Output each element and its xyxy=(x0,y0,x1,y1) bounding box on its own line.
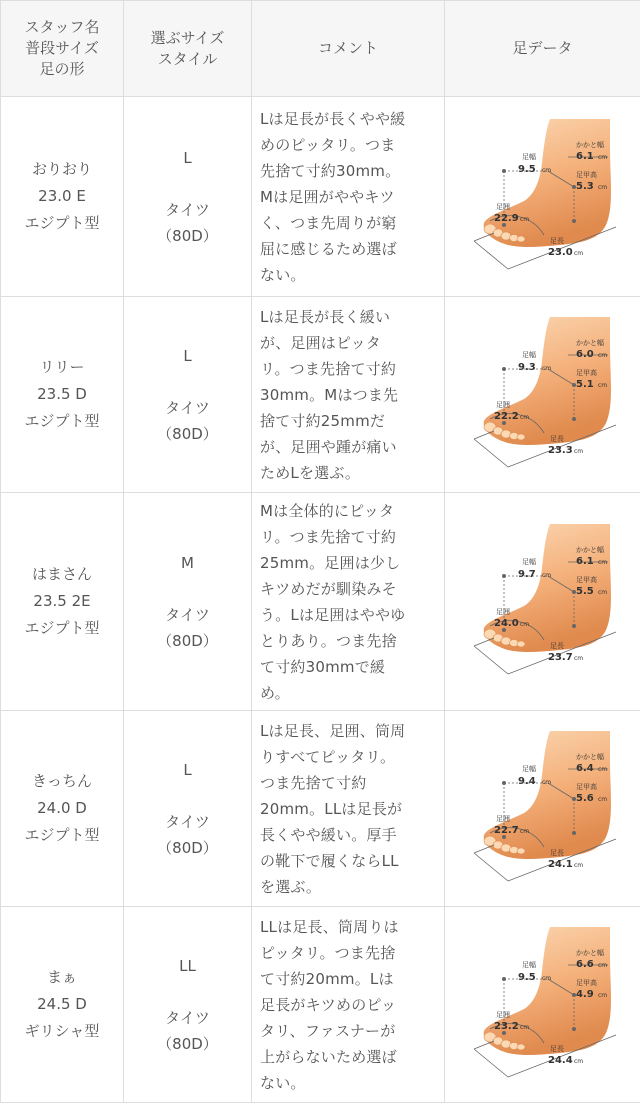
comment-line: リ。つま先捨て寸約 xyxy=(260,524,436,550)
unit-label: cm xyxy=(542,572,551,579)
width-value: 9.5 xyxy=(518,164,536,175)
length-value: 23.0 xyxy=(548,247,573,258)
measure-line xyxy=(474,431,494,439)
unit-label: cm xyxy=(574,655,583,662)
width-value: 9.7 xyxy=(518,569,536,580)
comment-line: めのピッタリ。つま xyxy=(260,132,436,158)
chosen-size: LL xyxy=(124,953,251,979)
header-comment: コメント xyxy=(252,1,445,97)
usual-size: 24.0 D xyxy=(1,795,123,822)
measure-dot xyxy=(572,624,576,628)
unit-label: cm xyxy=(520,216,529,223)
foot-shape: エジプト型 xyxy=(1,822,123,849)
unit-label: cm xyxy=(520,828,529,835)
size-cell xyxy=(124,493,252,711)
style-denier: （80D） xyxy=(124,628,251,654)
foot-diagram xyxy=(468,729,618,889)
foot-shape: エジプト型 xyxy=(1,408,123,435)
comment-line: りすべてピッタリ。 xyxy=(260,744,436,770)
toe-icon xyxy=(517,434,525,440)
comment-line: Mは全体的にピッタ xyxy=(260,498,436,524)
staff-cell xyxy=(1,297,124,493)
heel-value: 6.1 xyxy=(576,556,594,567)
unit-label: cm xyxy=(598,154,607,161)
comment-line: う。Lは足囲はややゆ xyxy=(260,602,436,628)
width-label: 足幅 xyxy=(522,960,536,969)
girth-label: 足囲 xyxy=(496,1010,510,1019)
foot-data-cell xyxy=(445,97,640,297)
staff-cell xyxy=(1,907,124,1103)
staff-name: まぁ xyxy=(1,964,123,991)
unit-label: cm xyxy=(574,250,583,257)
foot-shape: ギリシャ型 xyxy=(1,1018,123,1045)
comment-line: 足長がキツめのピッ xyxy=(260,992,436,1018)
heel-value: 6.4 xyxy=(576,763,594,774)
length-value: 23.3 xyxy=(548,445,573,456)
unit-label: cm xyxy=(542,365,551,372)
unit-label: cm xyxy=(574,448,583,455)
unit-label: cm xyxy=(520,414,529,421)
comment-line: く、つま先周りが窮 xyxy=(260,210,436,236)
comment-line: め。 xyxy=(260,680,436,706)
unit-label: cm xyxy=(598,589,607,596)
girth-label: 足囲 xyxy=(496,607,510,616)
comment-line: LLは足長、筒周りは xyxy=(260,914,436,940)
style-name: タイツ xyxy=(124,809,251,835)
header-size-line-2: スタイル xyxy=(124,49,251,70)
length-value: 23.7 xyxy=(548,652,573,663)
foot-shape: エジプト型 xyxy=(1,615,123,642)
instep-label: 足甲高 xyxy=(576,170,597,179)
measure-line xyxy=(474,1049,508,1077)
length-label: 足長 xyxy=(550,236,564,245)
measure-line xyxy=(474,853,508,881)
style-denier: （80D） xyxy=(124,223,251,249)
toe-icon xyxy=(517,1044,525,1050)
usual-size: 23.0 E xyxy=(1,183,123,210)
staff-name: おりおり xyxy=(1,156,123,183)
header-staff-line-1: スタッフ名 xyxy=(1,17,123,38)
comment-line: ない。 xyxy=(260,1070,436,1096)
unit-label: cm xyxy=(598,766,607,773)
unit-label: cm xyxy=(520,621,529,628)
table-row-1 xyxy=(1,97,640,297)
foot-diagram xyxy=(468,925,618,1085)
instep-value: 5.3 xyxy=(576,181,594,192)
staff-name: はまさん xyxy=(1,561,123,588)
header-foot-data: 足データ xyxy=(445,1,640,97)
length-label: 足長 xyxy=(550,641,564,650)
foot-shape: エジプト型 xyxy=(1,210,123,237)
comment-cell xyxy=(252,907,445,1103)
measure-line xyxy=(474,646,508,674)
toe-icon xyxy=(517,236,525,242)
measure-dot xyxy=(572,417,576,421)
instep-label: 足甲高 xyxy=(576,978,597,987)
measure-line xyxy=(474,1041,494,1049)
header-staff xyxy=(1,1,124,97)
chosen-size: L xyxy=(124,343,251,369)
foot-data-cell xyxy=(445,711,640,907)
comment-line: が、足囲や踵が痛い xyxy=(260,434,436,460)
comment-line: ピッタリ。つま先捨 xyxy=(260,940,436,966)
comment-line: キツめだが馴染みそ xyxy=(260,576,436,602)
comment-cell xyxy=(252,97,445,297)
unit-label: cm xyxy=(598,559,607,566)
girth-value: 22.2 xyxy=(494,411,519,422)
comment-line: が、足囲はピッタ xyxy=(260,330,436,356)
instep-value: 5.5 xyxy=(576,586,594,597)
measure-line xyxy=(474,233,494,241)
comment-line: ない。 xyxy=(260,262,436,288)
style-name: タイツ xyxy=(124,395,251,421)
comment-line: 屈に感じるため選ば xyxy=(260,236,436,262)
unit-label: cm xyxy=(542,167,551,174)
instep-value: 5.1 xyxy=(576,379,594,390)
comment-line: Mは足囲がややキツ xyxy=(260,184,436,210)
comment-line: 先捨て寸約30mm。 xyxy=(260,158,436,184)
measure-dot xyxy=(572,219,576,223)
instep-value: 4.9 xyxy=(576,989,594,1000)
comment-line: 20mm。LLは足長が xyxy=(260,796,436,822)
style-name: タイツ xyxy=(124,1005,251,1031)
measure-dot xyxy=(572,831,576,835)
unit-label: cm xyxy=(598,992,607,999)
unit-label: cm xyxy=(598,352,607,359)
width-value: 9.4 xyxy=(518,776,536,787)
usual-size: 23.5 D xyxy=(1,381,123,408)
unit-label: cm xyxy=(574,1058,583,1065)
header-staff-line-2: 普段サイズ xyxy=(1,38,123,59)
comment-line: て寸約30mmで緩 xyxy=(260,654,436,680)
unit-label: cm xyxy=(598,184,607,191)
foot-data-cell xyxy=(445,493,640,711)
style-denier: （80D） xyxy=(124,421,251,447)
style-name: タイツ xyxy=(124,197,251,223)
staff-cell xyxy=(1,711,124,907)
unit-label: cm xyxy=(520,1024,529,1031)
toe-icon xyxy=(517,641,525,647)
heel-value: 6.1 xyxy=(576,151,594,162)
foot-diagram xyxy=(468,315,618,475)
measure-line xyxy=(474,638,494,646)
header-size xyxy=(124,1,252,97)
width-value: 9.5 xyxy=(518,972,536,983)
staff-name: きっちん xyxy=(1,768,123,795)
unit-label: cm xyxy=(542,779,551,786)
heel-label: かかと幅 xyxy=(576,545,604,554)
heel-label: かかと幅 xyxy=(576,752,604,761)
style-name: タイツ xyxy=(124,602,251,628)
usual-size: 24.5 D xyxy=(1,991,123,1018)
comment-line: Lは足長が長くやや緩 xyxy=(260,106,436,132)
heel-label: かかと幅 xyxy=(576,948,604,957)
length-label: 足長 xyxy=(550,434,564,443)
style-denier: （80D） xyxy=(124,1031,251,1057)
length-value: 24.1 xyxy=(548,859,573,870)
heel-label: かかと幅 xyxy=(576,338,604,347)
comment-line: つま先捨て寸約 xyxy=(260,770,436,796)
foot-diagram xyxy=(468,117,618,277)
comment-line: 25mm。足囲は少し xyxy=(260,550,436,576)
measure-dot xyxy=(572,1027,576,1031)
comment-cell xyxy=(252,297,445,493)
header-staff-line-3: 足の形 xyxy=(1,59,123,80)
width-label: 足幅 xyxy=(522,350,536,359)
instep-value: 5.6 xyxy=(576,793,594,804)
measure-line xyxy=(474,845,494,853)
instep-label: 足甲高 xyxy=(576,368,597,377)
instep-label: 足甲高 xyxy=(576,782,597,791)
comment-cell xyxy=(252,493,445,711)
staff-cell xyxy=(1,493,124,711)
chosen-size: L xyxy=(124,145,251,171)
usual-size: 23.5 2E xyxy=(1,588,123,615)
foot-data-cell xyxy=(445,297,640,493)
comment-line: リ。つま先捨て寸約 xyxy=(260,356,436,382)
girth-value: 22.7 xyxy=(494,825,519,836)
comment-line: 長くやや緩い。厚手 xyxy=(260,822,436,848)
girth-value: 24.0 xyxy=(494,618,519,629)
chosen-size: L xyxy=(124,757,251,783)
girth-label: 足囲 xyxy=(496,400,510,409)
comment-line: タリ、ファスナーが xyxy=(260,1018,436,1044)
comment-cell xyxy=(252,711,445,907)
comment-line: の靴下で履くならLL xyxy=(260,848,436,874)
header-size-line-1: 選ぶサイズ xyxy=(124,28,251,49)
table-row-5 xyxy=(1,907,640,1103)
girth-value: 22.9 xyxy=(494,213,519,224)
comment-line: ためLを選ぶ。 xyxy=(260,460,436,486)
size-cell xyxy=(124,297,252,493)
table-row-3 xyxy=(1,493,640,711)
unit-label: cm xyxy=(598,796,607,803)
heel-label: かかと幅 xyxy=(576,140,604,149)
table-row-4 xyxy=(1,711,640,907)
table-row-2 xyxy=(1,297,640,493)
unit-label: cm xyxy=(542,975,551,982)
width-label: 足幅 xyxy=(522,764,536,773)
unit-label: cm xyxy=(574,862,583,869)
length-label: 足長 xyxy=(550,848,564,857)
width-value: 9.3 xyxy=(518,362,536,373)
comment-line: Lは足長、足囲、筒周 xyxy=(260,718,436,744)
size-cell xyxy=(124,907,252,1103)
size-cell xyxy=(124,711,252,907)
girth-label: 足囲 xyxy=(496,202,510,211)
width-label: 足幅 xyxy=(522,557,536,566)
length-value: 24.4 xyxy=(548,1055,573,1066)
comment-line: 30mm。Mはつま先 xyxy=(260,382,436,408)
size-cell xyxy=(124,97,252,297)
toe-icon xyxy=(517,848,525,854)
staff-cell xyxy=(1,97,124,297)
girth-label: 足囲 xyxy=(496,814,510,823)
header-row xyxy=(1,1,640,97)
comment-line: を選ぶ。 xyxy=(260,874,436,900)
girth-value: 23.2 xyxy=(494,1021,519,1032)
staff-name: リリー xyxy=(1,354,123,381)
unit-label: cm xyxy=(598,382,607,389)
chosen-size: M xyxy=(124,550,251,576)
width-label: 足幅 xyxy=(522,152,536,161)
foot-data-cell xyxy=(445,907,640,1103)
comment-line: 上がらないため選ば xyxy=(260,1044,436,1070)
length-label: 足長 xyxy=(550,1044,564,1053)
heel-value: 6.0 xyxy=(576,349,594,360)
comment-line: 捨て寸約25mmだ xyxy=(260,408,436,434)
measure-line xyxy=(474,439,508,467)
unit-label: cm xyxy=(598,962,607,969)
measure-line xyxy=(474,241,508,269)
comment-line: とりあり。つま先捨 xyxy=(260,628,436,654)
style-denier: （80D） xyxy=(124,835,251,861)
heel-value: 6.6 xyxy=(576,959,594,970)
foot-diagram xyxy=(468,522,618,682)
instep-label: 足甲高 xyxy=(576,575,597,584)
comment-line: Lは足長が長く緩い xyxy=(260,304,436,330)
comment-line: て寸約20mm。Lは xyxy=(260,966,436,992)
